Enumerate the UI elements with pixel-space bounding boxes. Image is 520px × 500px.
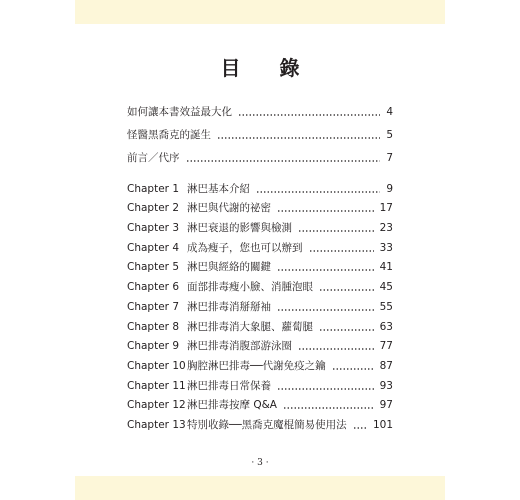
- toc-entry[interactable]: [127, 119, 393, 142]
- chapter-title: 淋巴排毒按摩 Q&A: [187, 399, 277, 412]
- chapter-title: 淋巴排毒消大象腿、蘿蔔腿: [187, 320, 313, 333]
- dot-leader: [186, 160, 381, 162]
- chapter-number: Chapter 11: [127, 379, 186, 392]
- chapter-title: 面部排毒瘦小臉、消腫泡眼: [187, 281, 313, 294]
- chapter-entry[interactable]: [127, 393, 393, 413]
- dot-leader: [277, 388, 374, 390]
- chapter-entry[interactable]: [127, 176, 393, 196]
- entry-page: 7: [386, 152, 393, 164]
- chapter-page: 87: [379, 359, 393, 372]
- chapter-title: 淋巴與經絡的關鍵: [187, 261, 271, 274]
- chapter-entry[interactable]: [127, 314, 393, 334]
- chapter-entry[interactable]: [127, 373, 393, 393]
- chapter-entry[interactable]: [127, 412, 393, 432]
- dot-leader: [238, 114, 380, 116]
- entry-page: 4: [386, 106, 393, 118]
- chapter-page: 9: [386, 182, 393, 195]
- bottom-margin-band: [75, 476, 445, 500]
- entry-page: 5: [386, 129, 393, 141]
- chapter-page: 101: [372, 418, 393, 431]
- dot-leader: [277, 210, 374, 212]
- chapter-entry[interactable]: [127, 255, 393, 275]
- entry-title: 怪醫黑喬克的誕生: [127, 129, 211, 141]
- dot-leader: [277, 269, 374, 271]
- chapter-number: Chapter 13: [127, 418, 186, 431]
- dot-leader: [319, 329, 374, 331]
- chapter-page: 63: [379, 320, 393, 333]
- toc-title: 目 錄: [220, 56, 316, 80]
- entry-title: 如何讓本書效益最大化: [127, 106, 232, 118]
- chapter-page: 97: [379, 399, 393, 412]
- chapter-number: Chapter 8: [127, 320, 179, 333]
- chapter-entry[interactable]: [127, 215, 393, 235]
- dot-leader: [298, 230, 374, 232]
- chapter-entry[interactable]: [127, 334, 393, 354]
- chapter-number: Chapter 10: [127, 359, 186, 372]
- entry-title: 前言／代序: [127, 152, 180, 164]
- dot-leader: [277, 309, 374, 311]
- chapter-page: 55: [379, 300, 393, 313]
- chapter-number: Chapter 9: [127, 340, 179, 353]
- dot-leader: [283, 407, 374, 409]
- dot-leader: [332, 368, 374, 370]
- chapter-list: [127, 176, 393, 432]
- chapter-page: 93: [379, 379, 393, 392]
- chapter-title: 淋巴基本介紹: [187, 182, 250, 195]
- chapter-page: 33: [379, 241, 393, 254]
- dot-leader: [309, 250, 374, 252]
- chapter-page: 77: [379, 340, 393, 353]
- chapter-page: 41: [379, 261, 393, 274]
- dot-leader: [217, 137, 380, 139]
- chapter-entry[interactable]: [127, 353, 393, 373]
- chapter-entry[interactable]: [127, 274, 393, 294]
- chapter-number: Chapter 7: [127, 300, 179, 313]
- chapter-entry[interactable]: [127, 294, 393, 314]
- chapter-number: Chapter 4: [127, 241, 179, 254]
- chapter-number: Chapter 1: [127, 182, 179, 195]
- toc-entry[interactable]: [127, 96, 393, 119]
- chapter-title: 淋巴衰退的影響與檢測: [187, 222, 292, 235]
- dot-leader: [319, 289, 374, 291]
- chapter-number: Chapter 2: [127, 202, 179, 215]
- page-number: · 3 ·: [251, 458, 269, 468]
- chapter-title: 胸腔淋巴排毒──代謝免疫之鑰: [187, 359, 326, 372]
- chapter-title: 淋巴排毒日常保養: [187, 379, 271, 392]
- chapter-title: 淋巴排毒消掰掰袖: [187, 300, 271, 313]
- chapter-number: Chapter 6: [127, 281, 179, 294]
- chapter-page: 17: [379, 202, 393, 215]
- chapter-title: 特別收錄──黑喬克魔棍簡易使用法: [187, 418, 347, 431]
- dot-leader: [298, 348, 374, 350]
- toc-entry[interactable]: [127, 142, 393, 165]
- chapter-title: 淋巴與代謝的祕密: [187, 202, 271, 215]
- dot-leader: [256, 191, 380, 193]
- chapter-entry[interactable]: [127, 196, 393, 216]
- top-margin-band: [75, 0, 445, 24]
- chapter-entry[interactable]: [127, 235, 393, 255]
- chapter-title: 成為瘦子，您也可以辦到: [187, 241, 303, 254]
- front-matter-list: [127, 96, 393, 165]
- chapter-title: 淋巴排毒消腹部游泳圈: [187, 340, 292, 353]
- chapter-number: Chapter 12: [127, 399, 186, 412]
- dot-leader: [353, 427, 367, 429]
- chapter-number: Chapter 3: [127, 222, 179, 235]
- chapter-page: 23: [379, 222, 393, 235]
- chapter-page: 45: [379, 281, 393, 294]
- chapter-number: Chapter 5: [127, 261, 179, 274]
